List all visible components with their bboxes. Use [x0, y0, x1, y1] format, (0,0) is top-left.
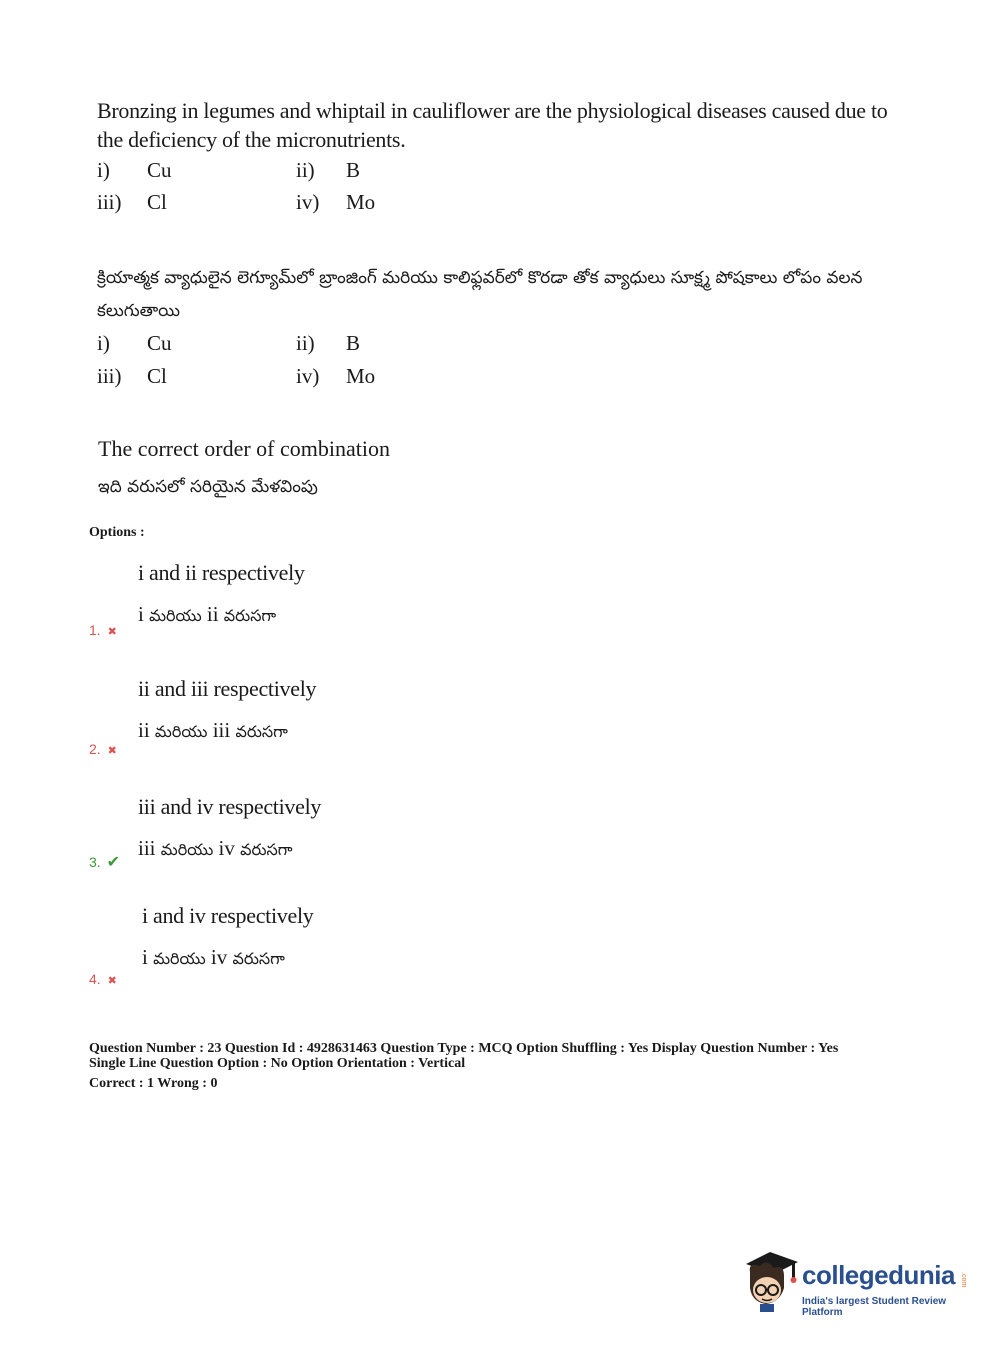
item-iii	[97, 190, 297, 218]
option-number: 1.	[89, 622, 101, 638]
item-num: i)	[97, 158, 110, 182]
option-3-english[interactable]: iii and iv respectively	[138, 794, 322, 819]
item-iv	[296, 364, 496, 392]
item-value: Cl	[147, 190, 167, 214]
item-i	[97, 158, 297, 186]
item-value: B	[346, 158, 361, 182]
option-te-b: iv	[218, 836, 235, 860]
logo-tagline: India's largest Student Review Platform	[802, 1296, 947, 1318]
option-te-b: iv	[210, 945, 228, 969]
item-iv	[296, 190, 496, 218]
item-value: Mo	[346, 190, 376, 214]
option-4-english[interactable]: i and iv respectively	[142, 903, 314, 928]
option-te-end: వరుసగా	[235, 722, 288, 741]
logo-wordmark: collegedunia	[802, 1260, 955, 1290]
question-score-line: Correct : 1 Wrong : 0	[89, 1076, 218, 1091]
option-4-marker	[89, 971, 117, 987]
option-te-mid: మరియు	[149, 606, 202, 625]
logo-domain: .com	[960, 1272, 967, 1288]
option-4-telugu[interactable]	[142, 945, 285, 972]
option-3-marker	[89, 852, 120, 872]
question-text-english: Bronzing in legumes and whiptail in cauliflower are the physiological diseases caused due to the deficiency of the micronutrients.	[97, 98, 888, 152]
item-ii	[296, 158, 496, 186]
item-ii	[296, 331, 496, 359]
cross-icon: ✖	[107, 745, 117, 757]
order-text-english: The correct order of combination	[98, 436, 390, 461]
item-num: ii)	[296, 331, 315, 355]
item-num: iii)	[97, 364, 122, 388]
item-value: Cl	[147, 364, 167, 388]
option-te-end: వరుసగా	[232, 949, 285, 968]
order-text-telugu: ఇది వరుసలో సరియైన మేళవింపు	[98, 477, 318, 497]
item-num: ii)	[296, 158, 315, 182]
option-number: 2.	[89, 741, 101, 757]
mascot-icon	[740, 1248, 802, 1314]
option-te-a: i	[138, 602, 144, 626]
option-number: 4.	[89, 971, 101, 987]
option-te-a: i	[142, 945, 148, 969]
question-text-telugu: క్రియాత్మక వ్యాధులైన లెగ్యూమ్‌లో బ్రాంజింగ్ మరియు కాలిఫ్లవర్‌లో కొరడా తోక వ్యాధులు సూక్ష్మ పోషకాలు లోపం వలన కలుగుతాయి	[97, 268, 863, 321]
item-num: i)	[97, 331, 110, 355]
cross-icon: ✖	[107, 626, 117, 638]
item-value: Cu	[147, 331, 172, 355]
option-te-end: వరుసగా	[240, 840, 293, 859]
item-value: Mo	[346, 364, 376, 388]
question-meta-line-2: Single Line Question Option : No Option Orientation : Vertical	[89, 1056, 466, 1071]
option-te-b: ii	[206, 602, 219, 626]
option-te-end: వరుసగా	[223, 606, 277, 625]
option-1-english[interactable]: i and ii respectively	[138, 560, 305, 585]
option-te-a: iii	[138, 836, 156, 860]
item-num: iii)	[97, 190, 122, 214]
item-num: iv)	[296, 190, 320, 214]
option-2-marker	[89, 741, 117, 757]
item-value: B	[346, 331, 361, 355]
option-te-mid: మరియు	[153, 949, 206, 968]
option-te-b: iii	[212, 718, 231, 742]
cross-icon: ✖	[107, 975, 117, 987]
options-label: Options :	[89, 525, 145, 540]
option-te-mid: మరియు	[154, 722, 208, 741]
item-num: iv)	[296, 364, 320, 388]
check-icon: ✔	[106, 854, 120, 871]
option-te-a: ii	[138, 718, 150, 742]
collegedunia-logo[interactable]	[740, 1248, 980, 1318]
option-2-telugu[interactable]	[138, 718, 288, 745]
option-number: 3.	[89, 854, 101, 870]
question-meta-line-1: Question Number : 23 Question Id : 4928631463 Question Type : MCQ Option Shuffling : Yes Display Question Number : Yes	[89, 1041, 839, 1056]
option-te-mid: మరియు	[160, 840, 214, 859]
item-i	[97, 331, 297, 359]
item-value: Cu	[147, 158, 172, 182]
option-2-english[interactable]: ii and iii respectively	[138, 676, 317, 701]
option-3-telugu[interactable]	[138, 836, 293, 863]
option-1-marker	[89, 622, 117, 638]
item-iii	[97, 364, 297, 392]
option-1-telugu[interactable]	[138, 602, 276, 629]
